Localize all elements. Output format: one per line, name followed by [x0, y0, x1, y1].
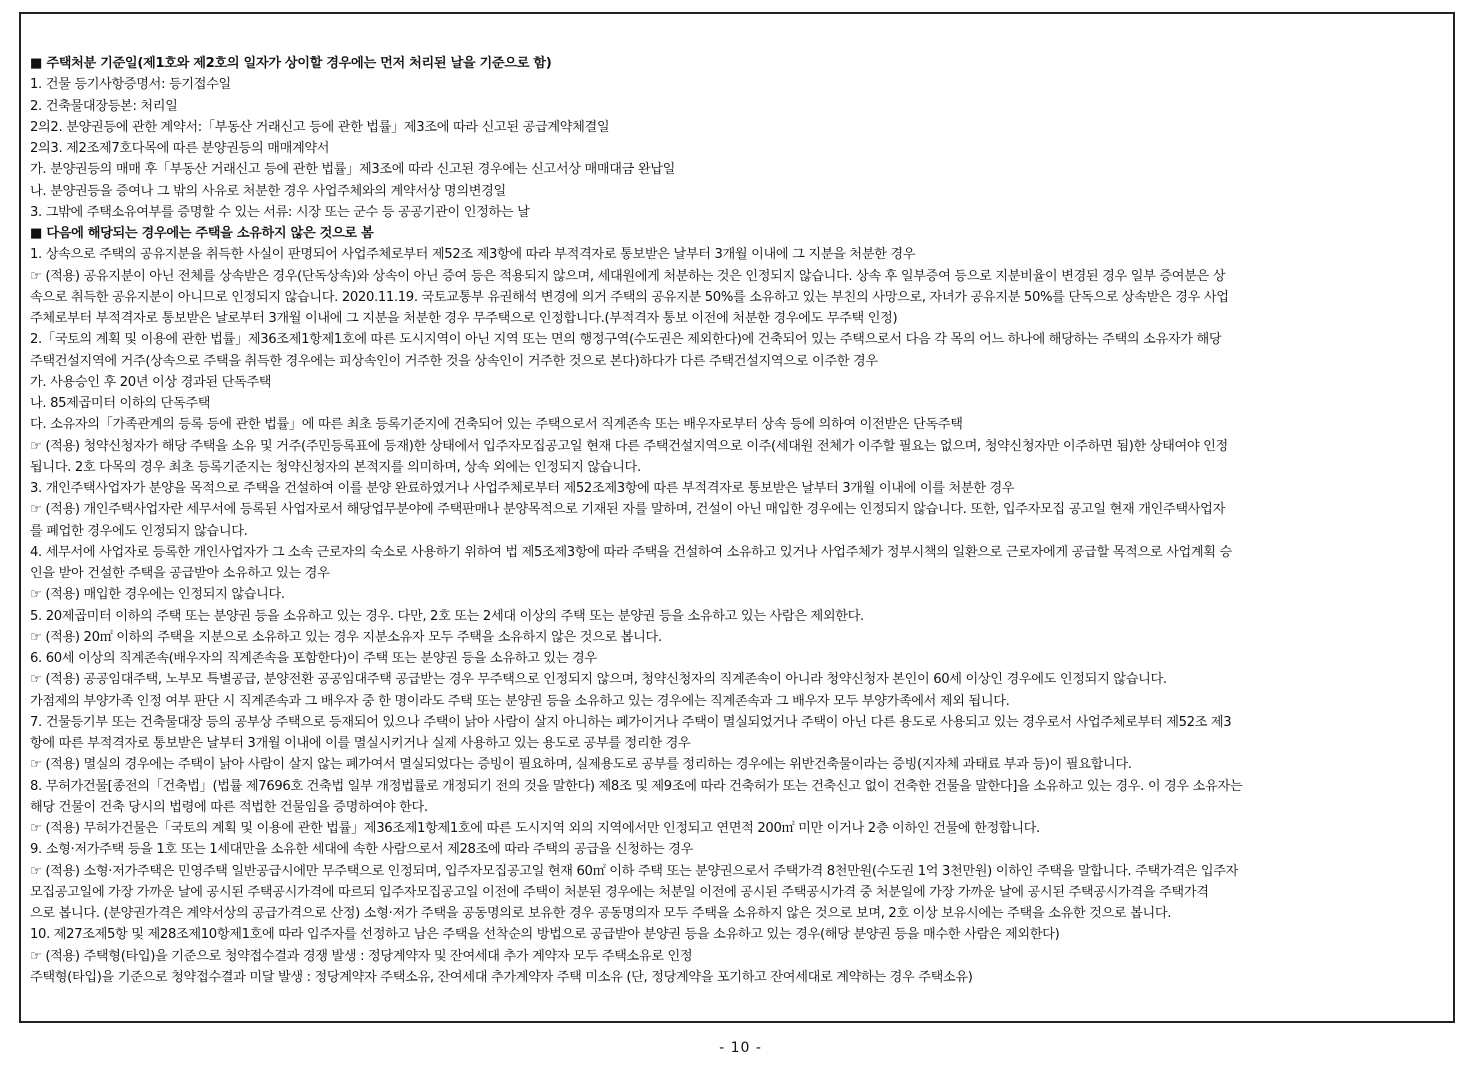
text-line: 8. 무허가건물[종전의「건축법」(법률 제7696호 건축법 일부 개정법률로 개정되기 전의 것을 말한다) 제8조 및 제9조에 따라 건축허가 또는 건축신고 없이 건축한 건물을 말한다]을 소유하고 있는 경우. 이 경우 소유자는 — [30, 778, 1243, 794]
text-line: 4. 세무서에 사업자로 등록한 개인사업자가 그 소속 근로자의 숙소로 사용하기 위하여 법 제5조제3항에 따라 주택을 건설하여 소유하고 있거나 사업주체가 정부시책의 일환으로 근로자에게 공급할 목적으로 사업계획 승 — [30, 544, 1232, 560]
text-line: 주택건설지역에 거주(상속으로 주택을 취득한 경우에는 피상속인이 거주한 것을 상속인이 거주한 것으로 본다)하다가 다른 주택건설지역으로 이주한 경우 — [30, 353, 878, 369]
text-line: 2의3. 제2조제7호다목에 따른 분양권등의 매매계약서 — [30, 141, 330, 156]
text-line: 해당 건물이 건축 당시의 법령에 따른 적법한 건물임을 증명하여야 한다. — [30, 799, 428, 815]
text-line: 5. 20제곱미터 이하의 주택 또는 분양권 등을 소유하고 있는 경우. 다만, 2호 또는 2세대 이상의 주택 또는 분양권 등을 소유하고 있는 사람은 제외한다. — [30, 608, 864, 624]
text-line: 6. 60세 이상의 직계존속(배우자의 직계존속을 포함한다)이 주택 또는 분양권 등을 소유하고 있는 경우 — [30, 651, 597, 666]
text-line: 7. 건물등기부 또는 건축물대장 등의 공부상 주택으로 등재되어 있으나 주택이 낡아 사람이 살지 아니하는 폐가이거나 주택이 멸실되었거나 주택이 아닌 다른 용도로 사용되고 있는 경우로서 사업주체로부터 제52조 제3 — [30, 714, 1232, 730]
text-line: 2. 건축물대장등본: 처리일 — [30, 98, 178, 114]
text-line: 나. 85제곱미터 이하의 단독주택 — [30, 396, 211, 411]
text-line: ☞ (적용) 주택형(타입)을 기준으로 청약접수결과 경쟁 발생 : 정당계약자 및 잔여세대 추가 계약자 모두 주택소유로 인정 — [30, 948, 693, 964]
text-line: ☞ (적용) 개인주택사업자란 세무서에 등록된 사업자로서 해당업무분야에 주택판매나 분양목적으로 기재된 자를 말하며, 건설이 아닌 매입한 경우에는 인정되지 않습니다. 또한, 입주자모집 공고일 현재 개인주택사업자 — [30, 502, 1225, 518]
text-line: 나. 분양권등을 증여나 그 밖의 사유로 처분한 경우 사업주체와의 계약서상 명의변경일 — [30, 183, 506, 199]
text-line: ☞ (적용) 공유지분이 아닌 전체를 상속받은 경우(단독상속)와 상속이 아닌 증여 등은 적용되지 않으며, 세대원에게 처분하는 것은 인정되지 않습니다. 상속 후 일부증여 등으로 지분비율이 변경된 경우 일부 증여분은 상 — [30, 268, 1226, 284]
text-line: 1. 건물 등기사항증명서: 등기접수일 — [30, 77, 231, 93]
text-line: 주택형(타입)을 기준으로 청약접수결과 미달 발생 : 정당계약자 주택소유, 잔여세대 추가계약자 주택 미소유 (단, 정당계약을 포기하고 잔여세대로 계약하는 경우 주택소유) — [30, 969, 973, 985]
text-line: 2.「국토의 계획 및 이용에 관한 법률」제36조제1항제1호에 따른 도시지역이 아닌 지역 또는 면의 행정구역(수도권은 제외한다)에 건축되어 있는 주택으로서 다음 각 목의 어느 하나에 해당하는 주택의 소유자가 해당 — [30, 332, 1222, 348]
text-line: 주체로부터 부적격자로 통보받은 날로부터 3개월 이내에 그 지분을 처분한 경우 무주택으로 인정합니다.(부적격자 통보 이전에 처분한 경우에도 무주택 인정) — [30, 311, 898, 326]
section-heading: ■ 주택처분 기준일(제1호와 제2호의 일자가 상이할 경우에는 먼저 처리된 날을 기준으로 함) — [30, 56, 552, 71]
text-line: ☞ (적용) 20㎡ 이하의 주택을 지분으로 소유하고 있는 경우 지분소유자 모두 주택을 소유하지 않은 것으로 봅니다. — [30, 629, 662, 645]
text-line: ☞ (적용) 무허가건물은「국토의 계획 및 이용에 관한 법률」제36조제1항제1호에 따른 도시지역 외의 지역에서만 인정되고 연면적 200㎡ 미만 이거나 2층 이하인 건물에 한정합니다. — [30, 821, 1040, 836]
text-line: 1. 상속으로 주택의 공유지분을 취득한 사실이 판명되어 사업주체로부터 제52조 제3항에 따라 부적격자로 통보받은 날부터 3개월 이내에 그 지분을 처분한 경우 — [30, 247, 916, 263]
text-line: 속으로 취득한 공유지분이 아니므로 인정되지 않습니다. 2020.11.19. 국토교통부 유권해석 변경에 의거 주택의 공유지분 50%를 소유하고 있는 부친의 사망으로, 자녀가 공유지분 50%를 단독으로 상속받은 경우 사업 — [30, 289, 1229, 305]
text-line: 모집공고일에 가장 가까운 날에 공시된 주택공시가격에 따르되 입주자모집공고일 이전에 주택이 처분된 경우에는 처분일 이전에 공시된 주택공시가격 중 처분일에 가장 가까운 날에 공시된 주택공시가격을 주택가격 — [30, 884, 1209, 900]
text-line: 가. 사용승인 후 20년 이상 경과된 단독주택 — [30, 374, 272, 390]
page-number: - 10 - — [719, 1040, 762, 1056]
text-line: 를 폐업한 경우에도 인정되지 않습니다. — [30, 523, 248, 539]
text-line: 항에 따른 부적격자로 통보받은 날부터 3개월 이내에 이를 멸실시키거나 실제 사용하고 있는 용도로 공부를 정리한 경우 — [30, 736, 691, 751]
text-line: 으로 봅니다. (분양권가격은 계약서상의 공급가격으로 산정) 소형·저가 주택을 공동명의로 보유한 경우 공동명의자 모두 주택을 소유하지 않은 것으로 보며, 2호 이상 보유시에는 주택을 소유한 것으로 봅니다. — [30, 906, 1172, 921]
text-line: ☞ (적용) 청약신청자가 해당 주택을 소유 및 거주(주민등록표에 등재)한 상태에서 입주자모집공고일 현재 다른 주택건설지역으로 이주(세대원 전체가 이주할 필요는 없으며, 청약신청자만 이주하면 됨)한 상태여야 인정 — [30, 438, 1228, 454]
text-line: 3. 그밖에 주택소유여부를 증명할 수 있는 서류: 시장 또는 군수 등 공공기관이 인정하는 날 — [30, 204, 530, 220]
text-line: 3. 개인주택사업자가 분양을 목적으로 주택을 건설하여 이를 분양 완료하였거나 사업주체로부터 제52조제3항에 따른 부적격자로 통보받은 날부터 3개월 이내에 이를 처분한 경우 — [30, 481, 1015, 496]
text-line: ☞ (적용) 멸실의 경우에는 주택이 낡아 사람이 살지 않는 폐가여서 멸실되었다는 증빙이 필요하며, 실제용도로 공부를 정리하는 경우에는 위반건축물이라는 증빙(지자체 과태료 부과 등)이 필요합니다. — [30, 757, 1132, 773]
text-line: 인을 받아 건설한 주택을 공급받아 소유하고 있는 경우 — [30, 566, 330, 581]
text-line: 됩니다. 2호 다목의 경우 최초 등록기준지는 청약신청자의 본적지를 의미하며, 상속 외에는 인정되지 않습니다. — [30, 459, 641, 475]
text-line: ☞ (적용) 소형·저가주택은 민영주택 일반공급시에만 무주택으로 인정되며, 입주자모집공고일 현재 60㎡ 이하 주택 또는 분양권으로서 주택가격 8천만원(수도권 1억 3천만원) 이하인 주택을 말합니다. 주택가격은 입주자 — [30, 863, 1239, 879]
text-line: 가점제의 부양가족 인정 여부 판단 시 직계존속과 그 배우자 중 한 명이라도 주택 또는 분양권 등을 소유하고 있는 경우에는 직계존속과 그 배우자 모두 부양가족에서 제외 됩니다. — [30, 693, 1010, 709]
text-line: 가. 분양권등의 매매 후「부동산 거래신고 등에 관한 법률」제3조에 따라 신고된 경우에는 신고서상 매매대금 완납일 — [30, 162, 676, 178]
text-line: 2의2. 분양권등에 관한 계약서:「부동산 거래신고 등에 관한 법률」제3조에 따라 신고된 공급계약체결일 — [30, 119, 610, 135]
text-line: ☞ (적용) 공공임대주택, 노부모 특별공급, 분양전환 공공임대주택 공급받는 경우 무주택으로 인정되지 않으며, 청약신청자의 직계존속이 아니라 청약신청자 본인이 60세 이상인 경우에도 인정되지 않습니다. — [30, 672, 1167, 688]
section-heading: ■ 다음에 해당되는 경우에는 주택을 소유하지 않은 것으로 봄 — [30, 226, 374, 241]
text-line: 10. 제27조제5항 및 제28조제10항제1호에 따라 입주자를 선정하고 남은 주택을 선착순의 방법으로 공급받아 분양권 등을 소유하고 있는 경우(해당 분양권 등을 매수한 사람은 제외한다) — [30, 927, 1060, 943]
text-line: 다. 소유자의「가족관계의 등록 등에 관한 법률」에 따른 최초 등록기준지에 건축되어 있는 주택으로서 직계존속 또는 배우자로부터 상속 등에 의하여 이전받은 단독주택 — [30, 417, 963, 433]
text-line: ☞ (적용) 매입한 경우에는 인정되지 않습니다. — [30, 587, 285, 603]
text-line: 9. 소형·저가주택 등을 1호 또는 1세대만을 소유한 세대에 속한 사람으로서 제28조에 따라 주택의 공급을 신청하는 경우 — [30, 842, 694, 858]
